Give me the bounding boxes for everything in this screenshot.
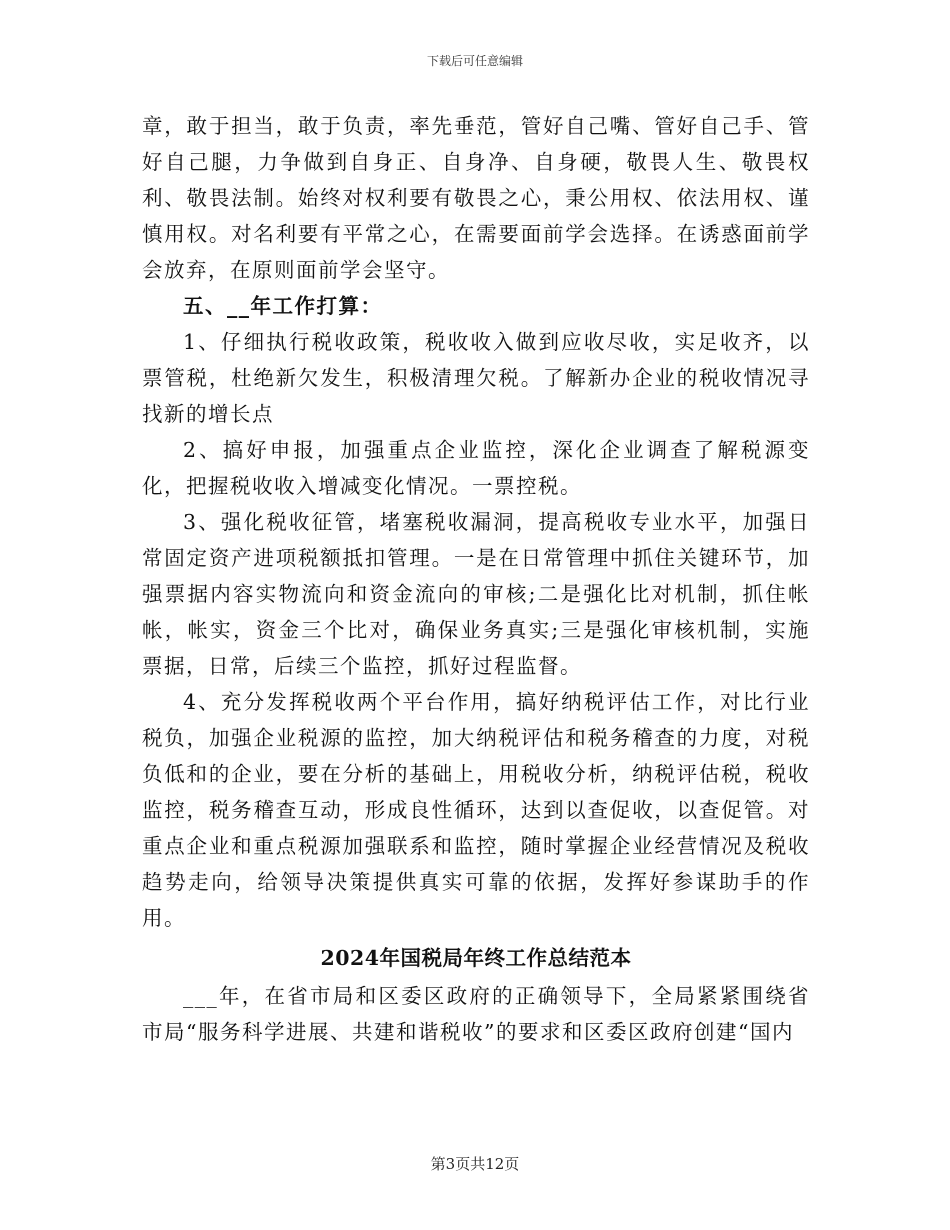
plan-item-2: 2、搞好申报，加强重点企业监控，深化企业调查了解税源变化，把握税收收入增减变化情况。一票控税。 <box>142 438 810 498</box>
paragraph-continuation: 章，敢于担当，敢于负责，率先垂范，管好自己嘴、管好自己手、管好自己腿，力争做到自身正、自身净、自身硬，敬畏人生、敬畏权利、敬畏法制。始终对权利要有敬畏之心，秉公用权、依法用权、谨慎用权。对名利要有平常之心，在需要面前学会选择。在诱惑面前学会放弃，在原则面前学会坚守。 <box>142 114 810 282</box>
page-header-note: 下载后可任意编辑 <box>426 54 523 68</box>
plan-item-1: 1、仔细执行税收政策，税收收入做到应收尽收，实足收齐，以票管税，杜绝新欠发生，积极清理欠税。了解新办企业的税收情况寻找新的增长点 <box>142 330 810 426</box>
document-title: 2024年国税局年终工作总结范本 <box>320 946 632 970</box>
section-heading: 五、__年工作打算： <box>183 294 383 318</box>
plan-item-3: 3、强化税收征管，堵塞税收漏洞，提高税收专业水平，加强日常固定资产进项税额抵扣管理。一是在日常管理中抓住关键环节，加强票据内容实物流向和资金流向的审核;二是强化比对机制，抓住帐帐，帐实，资金三个比对，确保业务真实;三是强化审核机制，实施票据，日常，后续三个监控，抓好过程监督。 <box>142 510 810 678</box>
plan-item-4: 4、充分发挥税收两个平台作用，搞好纳税评估工作，对比行业税负，加强企业税源的监控，加大纳税评估和税务稽查的力度，对税负低和的企业，要在分析的基础上，用税收分析，纳税评估税，税收监控，税务稽查互动，形成良性循环，达到以查促收，以查促管。对重点企业和重点税源加强联系和监控，随时掌握企业经营情况及税收趋势走向，给领导决策提供真实可靠的依据，发挥好参谋助手的作用。 <box>142 690 810 930</box>
intro-paragraph: ___年，在省市局和区委区政府的正确领导下，全局紧紧围绕省市局“服务科学进展、共建和谐税收”的要求和区委区政府创建“国内 <box>142 984 810 1044</box>
page-number: 第3页共12页 <box>430 1155 520 1173</box>
document-body <box>142 108 810 1050</box>
